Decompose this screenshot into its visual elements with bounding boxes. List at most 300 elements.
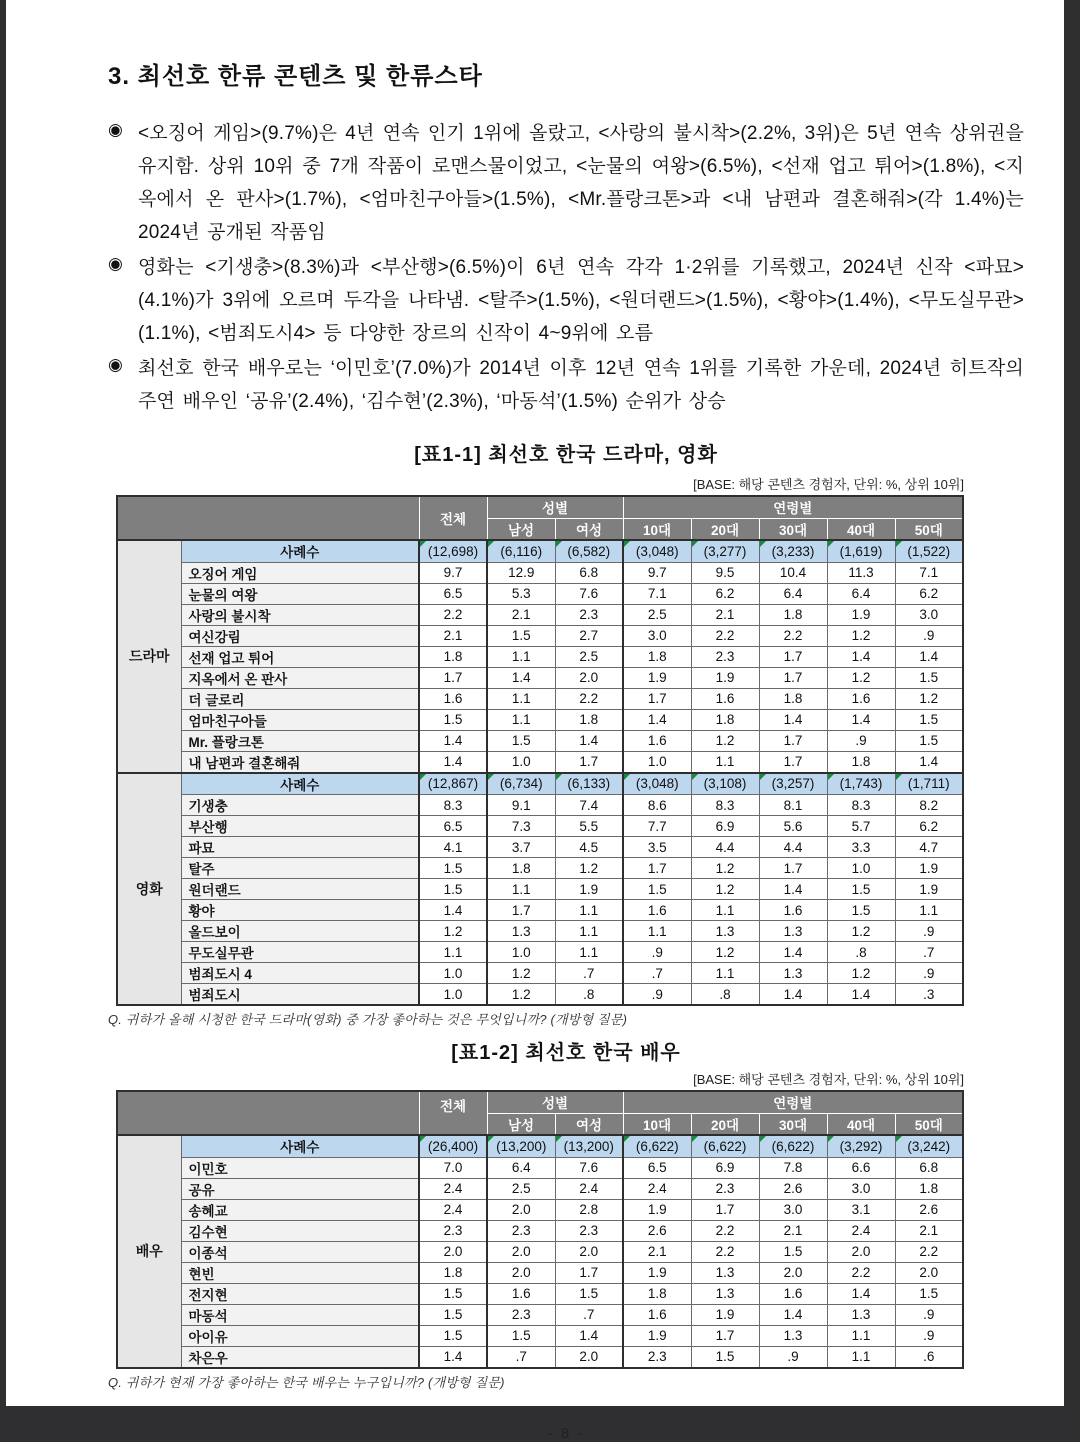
value-cell: 2.6 [895,1199,963,1220]
value-cell: 2.2 [419,604,487,625]
value-cell: 3.1 [827,1199,895,1220]
value-cell: 2.4 [623,1178,691,1199]
table-row [117,1283,963,1304]
sample-value-cell: (3,277) [691,540,759,562]
header-col: 남성 [487,1113,555,1135]
value-cell: 1.8 [895,1178,963,1199]
table1-base-note: [BASE: 해당 콘텐츠 경험자, 단위: %, 상위 10위] [693,477,964,492]
sample-label-cell: 사례수 [181,773,419,795]
header-col: 10대 [623,1113,691,1135]
value-cell: 2.1 [623,1241,691,1262]
value-cell: 1.9 [623,1325,691,1346]
value-cell: 1.1 [487,879,555,900]
data-table [116,1090,964,1369]
value-cell: 8.3 [691,795,759,816]
sample-value-cell: (13,200) [487,1135,555,1157]
category-cell: 드라마 [117,540,181,773]
value-cell: 1.9 [895,858,963,879]
value-cell: 9.5 [691,562,759,583]
row-label-cell: 파묘 [181,837,419,858]
value-cell: .6 [895,1346,963,1368]
value-cell: 10.4 [759,562,827,583]
table-row [117,688,963,709]
header-gender-group: 성별 [487,1091,623,1113]
sample-value-cell: (1,743) [827,773,895,795]
value-cell: 4.7 [895,837,963,858]
value-cell: 1.1 [691,900,759,921]
value-cell: 2.3 [419,1220,487,1241]
value-cell: 1.5 [895,667,963,688]
value-cell: 6.9 [691,816,759,837]
row-label-cell: 무도실무관 [181,942,419,963]
row-label-cell: 송혜교 [181,1199,419,1220]
value-cell: 2.0 [555,1241,623,1262]
value-cell: 1.8 [555,709,623,730]
value-cell: 2.0 [895,1262,963,1283]
table-row [117,709,963,730]
row-label-cell: 엄마친구아들 [181,709,419,730]
value-cell: 2.3 [487,1304,555,1325]
value-cell: 1.9 [691,1304,759,1325]
value-cell: 3.0 [827,1178,895,1199]
row-label-cell: 이민호 [181,1157,419,1178]
value-cell: 1.7 [691,1325,759,1346]
value-cell: 1.5 [895,1283,963,1304]
value-cell: 1.8 [759,604,827,625]
value-cell: 1.7 [759,858,827,879]
value-cell: 1.2 [827,921,895,942]
value-cell: 1.5 [895,709,963,730]
row-label-cell: 현빈 [181,1262,419,1283]
value-cell: 2.0 [487,1241,555,1262]
header-col: 남성 [487,518,555,540]
value-cell: 2.3 [623,1346,691,1368]
header-col: 여성 [555,518,623,540]
header-col: 40대 [827,1113,895,1135]
value-cell: 1.3 [759,1325,827,1346]
row-label-cell: 범죄도시 [181,984,419,1006]
value-cell: 1.3 [827,1304,895,1325]
sample-value-cell: (13,200) [555,1135,623,1157]
sample-value-cell: (6,734) [487,773,555,795]
value-cell: 2.0 [419,1241,487,1262]
value-cell: 1.5 [419,709,487,730]
table1-footnote: Q. 귀하가 올해 시청한 한국 드라마(영화) 중 가장 좋아하는 것은 무엇입니까? (개방형 질문) [108,1012,628,1027]
table-row [117,1157,963,1178]
table-row [117,984,963,1006]
value-cell: 5.7 [827,816,895,837]
value-cell: 1.8 [419,646,487,667]
bullet-icon: ◉ [108,355,123,374]
value-cell: 2.5 [487,1178,555,1199]
value-cell: 1.7 [759,667,827,688]
value-cell: 1.8 [487,858,555,879]
sample-value-cell: (6,116) [487,540,555,562]
header-col: 40대 [827,518,895,540]
value-cell: 1.4 [827,709,895,730]
value-cell: 1.1 [487,646,555,667]
value-cell: 1.7 [419,667,487,688]
value-cell: 2.2 [759,625,827,646]
sample-value-cell: (26,400) [419,1135,487,1157]
value-cell: 1.9 [827,604,895,625]
value-cell: 6.5 [419,583,487,604]
value-cell: 1.4 [827,984,895,1006]
value-cell: 1.4 [895,751,963,773]
value-cell: 3.0 [759,1199,827,1220]
value-cell: 1.2 [419,921,487,942]
value-cell: 1.1 [555,900,623,921]
table2-footnote: Q. 귀하가 현재 가장 좋아하는 한국 배우는 누구입니까? (개방형 질문) [108,1374,505,1390]
row-label-cell: 더 글로리 [181,688,419,709]
sample-size-row [117,773,963,795]
row-label-cell: 범죄도시 4 [181,963,419,984]
value-cell: 1.6 [827,688,895,709]
value-cell: 7.6 [555,1157,623,1178]
value-cell: 8.3 [827,795,895,816]
table-row [117,583,963,604]
value-cell: .9 [827,730,895,751]
value-cell: 1.8 [691,709,759,730]
value-cell: 2.3 [555,1220,623,1241]
value-cell: 9.1 [487,795,555,816]
bullet-icon: ◉ [108,120,123,139]
row-label-cell: 원더랜드 [181,879,419,900]
value-cell: 2.6 [759,1178,827,1199]
value-cell: 1.7 [759,646,827,667]
value-cell: .7 [487,1346,555,1368]
value-cell: 5.5 [555,816,623,837]
value-cell: .8 [827,942,895,963]
value-cell: .7 [623,963,691,984]
row-label-cell: 차은우 [181,1346,419,1368]
row-label-cell: 탈주 [181,858,419,879]
value-cell: 1.9 [623,1199,691,1220]
sample-value-cell: (12,698) [419,540,487,562]
value-cell: 1.0 [487,751,555,773]
value-cell: 1.4 [895,646,963,667]
value-cell: 1.4 [419,900,487,921]
value-cell: 1.2 [691,730,759,751]
value-cell: 6.4 [759,583,827,604]
value-cell: 1.4 [555,1325,623,1346]
value-cell: 2.2 [691,1220,759,1241]
row-label-cell: 김수현 [181,1220,419,1241]
table-row [117,816,963,837]
table-row [117,1262,963,1283]
value-cell: 3.3 [827,837,895,858]
value-cell: 4.4 [759,837,827,858]
value-cell: 1.4 [827,1283,895,1304]
sample-value-cell: (1,711) [895,773,963,795]
sample-size-row [117,540,963,562]
value-cell: 2.6 [623,1220,691,1241]
header-corner [117,1091,419,1135]
value-cell: .9 [895,1325,963,1346]
value-cell: 1.9 [555,879,623,900]
table-row [117,1178,963,1199]
table-row [117,921,963,942]
value-cell: 1.5 [691,1346,759,1368]
bullet-list [108,117,1024,418]
table-row [117,1325,963,1346]
value-cell: 1.7 [555,1262,623,1283]
row-label-cell: 사랑의 불시착 [181,604,419,625]
value-cell: 7.8 [759,1157,827,1178]
value-cell: 1.2 [827,667,895,688]
value-cell: 6.2 [895,816,963,837]
header-col: 20대 [691,1113,759,1135]
value-cell: 1.1 [419,942,487,963]
value-cell: 2.2 [555,688,623,709]
value-cell: 1.7 [555,751,623,773]
table-row [117,900,963,921]
value-cell: 2.4 [827,1220,895,1241]
header-col: 여성 [555,1113,623,1135]
row-label-cell: 아이유 [181,1325,419,1346]
value-cell: 2.5 [555,646,623,667]
value-cell: 2.7 [555,625,623,646]
value-cell: 5.3 [487,583,555,604]
value-cell: 7.0 [419,1157,487,1178]
value-cell: 1.3 [759,963,827,984]
value-cell: 11.3 [827,562,895,583]
value-cell: 2.8 [555,1199,623,1220]
value-cell: 1.2 [691,858,759,879]
value-cell: .8 [691,984,759,1006]
value-cell: 1.4 [759,984,827,1006]
value-cell: 6.2 [691,583,759,604]
value-cell: 1.7 [487,900,555,921]
value-cell: .9 [895,963,963,984]
value-cell: 1.4 [759,879,827,900]
category-cell: 배우 [117,1135,181,1368]
value-cell: 2.2 [691,1241,759,1262]
value-cell: 2.0 [487,1199,555,1220]
value-cell: 1.0 [487,942,555,963]
table-row [117,730,963,751]
value-cell: 1.1 [487,709,555,730]
sample-value-cell: (3,108) [691,773,759,795]
value-cell: 2.3 [555,604,623,625]
value-cell: 1.3 [759,921,827,942]
table2-base-note: [BASE: 해당 콘텐츠 경험자, 단위: %, 상위 10위] [693,1072,964,1087]
row-label-cell: 올드보이 [181,921,419,942]
value-cell: 6.6 [827,1157,895,1178]
row-label-cell: 지옥에서 온 판사 [181,667,419,688]
sample-value-cell: (1,522) [895,540,963,562]
value-cell: .7 [555,963,623,984]
value-cell: 1.6 [487,1283,555,1304]
value-cell: 1.1 [487,688,555,709]
value-cell: .8 [555,984,623,1006]
bullet-text: 영화는 <기생충>(8.3%)과 <부산행>(6.5%)이 6년 연속 각각 1·2위를 기록했고, 2024년 신작 <파묘>(4.1%)가 3위에 오르며 두각을 나타냄. <탈주>(1.5%), <원더랜드>(1.5%), <황야>(1.4%), <무도실무관>(1.1%), <범죄도시4> 등 다양한 장르의 신작이 4~9위에 오름 [138,257,1024,344]
row-label-cell: 여신강림 [181,625,419,646]
value-cell: 1.1 [691,751,759,773]
value-cell: 1.9 [691,667,759,688]
row-label-cell: 부산행 [181,816,419,837]
value-cell: 6.8 [895,1157,963,1178]
table-row [117,604,963,625]
table-row [117,837,963,858]
value-cell: 2.1 [691,604,759,625]
value-cell: 1.1 [555,942,623,963]
value-cell: 1.5 [487,625,555,646]
value-cell: 1.9 [623,1262,691,1283]
value-cell: 1.8 [827,751,895,773]
table-row [117,1304,963,1325]
value-cell: 6.9 [691,1157,759,1178]
value-cell: 2.1 [419,625,487,646]
value-cell: 1.5 [759,1241,827,1262]
value-cell: 9.7 [623,562,691,583]
value-cell: 1.5 [419,858,487,879]
header-total: 전체 [419,496,487,540]
header-total: 전체 [419,1091,487,1135]
row-label-cell: 공유 [181,1178,419,1199]
sample-value-cell: (3,292) [827,1135,895,1157]
value-cell: 1.6 [691,688,759,709]
value-cell: 1.4 [487,667,555,688]
value-cell: 1.1 [827,1325,895,1346]
row-label-cell: Mr. 플랑크톤 [181,730,419,751]
viewer-edge-right [1064,0,1080,1406]
value-cell: 1.7 [623,688,691,709]
value-cell: 2.4 [419,1199,487,1220]
table-header-row [117,1091,963,1113]
row-label-cell: 오징어 게임 [181,562,419,583]
value-cell: 1.5 [827,900,895,921]
table-row [117,646,963,667]
value-cell: 1.4 [759,942,827,963]
value-cell: 1.4 [759,1304,827,1325]
value-cell: 1.6 [623,1304,691,1325]
value-cell: 2.1 [895,1220,963,1241]
value-cell: 7.6 [555,583,623,604]
value-cell: 2.0 [555,1346,623,1368]
value-cell: 1.2 [691,879,759,900]
sample-value-cell: (6,622) [759,1135,827,1157]
sample-label-cell: 사례수 [181,1135,419,1157]
page-number: - 8 - [547,1424,585,1442]
header-col: 30대 [759,1113,827,1135]
value-cell: .9 [895,1304,963,1325]
value-cell: 1.3 [691,1283,759,1304]
value-cell: 1.0 [827,858,895,879]
value-cell: .9 [623,984,691,1006]
value-cell: 2.1 [487,604,555,625]
value-cell: 2.4 [555,1178,623,1199]
value-cell: 1.3 [691,921,759,942]
value-cell: .3 [895,984,963,1006]
value-cell: 2.0 [555,667,623,688]
value-cell: 2.3 [691,646,759,667]
value-cell: 6.4 [827,583,895,604]
value-cell: 1.0 [419,984,487,1006]
value-cell: 8.6 [623,795,691,816]
value-cell: 1.5 [419,879,487,900]
value-cell: 12.9 [487,562,555,583]
table2-title: [표1-2] 최선호 한국 배우 [451,1042,681,1064]
sample-value-cell: (3,048) [623,773,691,795]
sample-value-cell: (6,622) [691,1135,759,1157]
value-cell: 1.6 [759,900,827,921]
value-cell: 1.7 [623,858,691,879]
bullet-item [108,352,1024,418]
value-cell: 2.2 [827,1262,895,1283]
sample-size-row [117,1135,963,1157]
table-row [117,963,963,984]
value-cell: 2.0 [487,1262,555,1283]
value-cell: .7 [895,942,963,963]
value-cell: 1.9 [895,879,963,900]
category-cell: 영화 [117,773,181,1006]
table-row [117,625,963,646]
table1-title: [표1-1] 최선호 한국 드라마, 영화 [414,444,718,466]
sample-value-cell: (3,242) [895,1135,963,1157]
value-cell: 7.7 [623,816,691,837]
row-label-cell: 전지현 [181,1283,419,1304]
value-cell: 1.4 [623,709,691,730]
value-cell: 6.8 [555,562,623,583]
value-cell: 4.4 [691,837,759,858]
value-cell: 2.3 [691,1178,759,1199]
row-label-cell: 내 남편과 결혼해줘 [181,751,419,773]
table-row [117,667,963,688]
value-cell: 1.4 [759,709,827,730]
bullet-item [108,251,1024,350]
value-cell: 4.5 [555,837,623,858]
sample-value-cell: (12,867) [419,773,487,795]
bullet-item [108,117,1024,249]
header-col: 10대 [623,518,691,540]
value-cell: 1.8 [759,688,827,709]
value-cell: 2.4 [419,1178,487,1199]
actor-table [116,1090,1024,1369]
value-cell: 8.1 [759,795,827,816]
bullet-text: <오징어 게임>(9.7%)은 4년 연속 인기 1위에 올랐고, <사랑의 불시착>(2.2%, 3위)은 5년 연속 상위권을 유지함. 상위 10위 중 7개 작품이 로맨스물이었고, <눈물의 여왕>(6.5%), <선재 업고 튀어>(1.8%), <지옥에서 온 판사>(1.7%), <엄마친구아들>(1.5%), <Mr.플랑크톤>과 <내 남편과 결혼해줘>(각 1.4%)는 2024년 공개된 작품임 [138,123,1024,243]
header-corner [117,496,419,540]
value-cell: 4.1 [419,837,487,858]
value-cell: 1.9 [623,667,691,688]
sample-value-cell: (1,619) [827,540,895,562]
table-row [117,1220,963,1241]
bullet-icon: ◉ [108,254,123,273]
table-row [117,562,963,583]
sample-value-cell: (6,582) [555,540,623,562]
row-label-cell: 황야 [181,900,419,921]
value-cell: 1.1 [827,1346,895,1368]
value-cell: 1.6 [623,900,691,921]
value-cell: 1.4 [419,751,487,773]
sample-value-cell: (3,233) [759,540,827,562]
value-cell: 1.6 [759,1283,827,1304]
value-cell: 7.3 [487,816,555,837]
value-cell: 1.2 [895,688,963,709]
value-cell: 1.1 [895,900,963,921]
header-age-group: 연령별 [623,1091,963,1113]
value-cell: 1.4 [555,730,623,751]
header-col: 50대 [895,1113,963,1135]
header-col: 20대 [691,518,759,540]
value-cell: 2.2 [895,1241,963,1262]
value-cell: 7.1 [623,583,691,604]
row-label-cell: 눈물의 여왕 [181,583,419,604]
header-col: 50대 [895,518,963,540]
value-cell: 8.2 [895,795,963,816]
sample-value-cell: (3,048) [623,540,691,562]
value-cell: 9.7 [419,562,487,583]
